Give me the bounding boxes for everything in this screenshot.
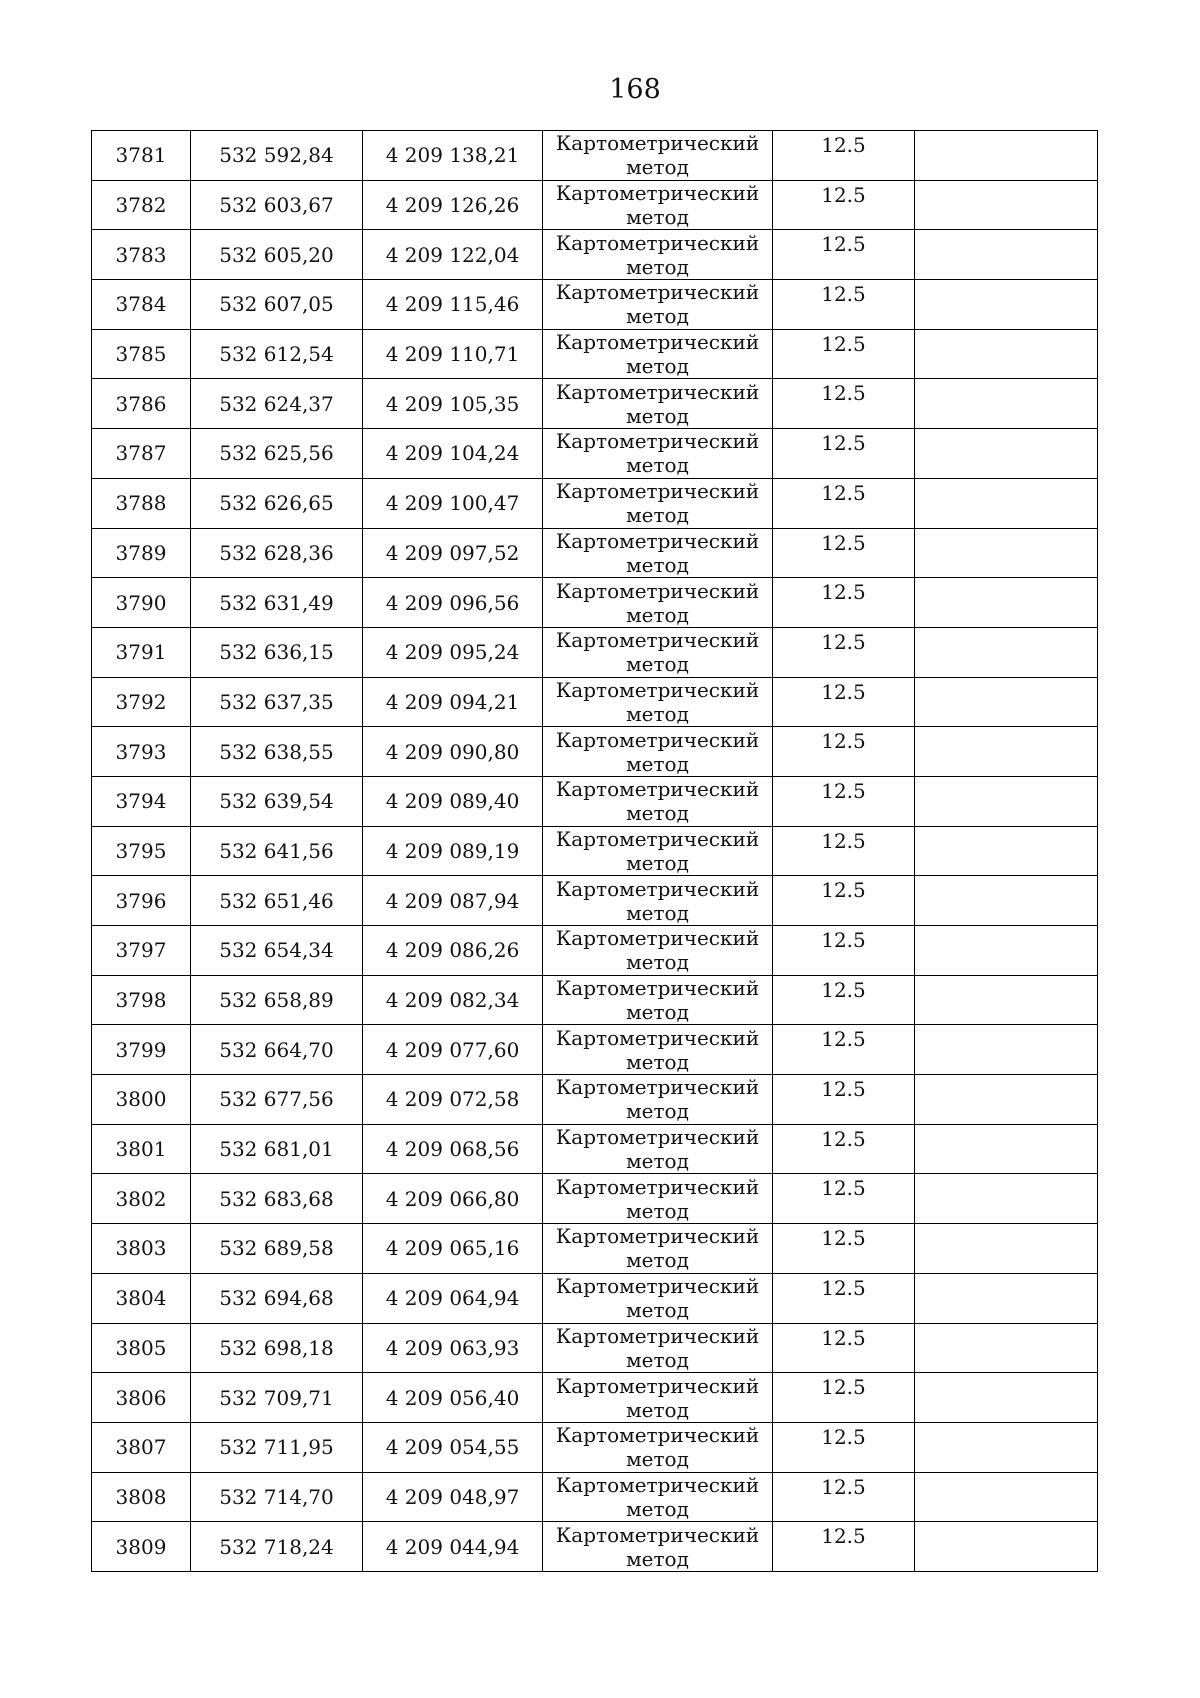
- point-number-cell: 3803: [92, 1224, 191, 1274]
- table-row: [92, 429, 1098, 479]
- point-number-cell: 3806: [92, 1373, 191, 1423]
- x-coordinate-cell: 532 631,49: [191, 578, 363, 628]
- method-cell: [543, 677, 773, 727]
- y-coordinate-cell: 4 209 096,56: [363, 578, 543, 628]
- empty-cell: [915, 1075, 1098, 1125]
- table-row: [92, 131, 1098, 181]
- empty-cell: [915, 876, 1098, 926]
- x-coordinate-cell: 532 677,56: [191, 1075, 363, 1125]
- empty-cell: [915, 578, 1098, 628]
- accuracy-cell: 12.5: [773, 627, 915, 677]
- method-line-2: метод: [626, 1397, 689, 1422]
- method-line-1: Картометрический: [555, 131, 760, 156]
- accuracy-cell: 12.5: [773, 429, 915, 479]
- empty-cell: [915, 677, 1098, 727]
- y-coordinate-cell: 4 209 126,26: [363, 180, 543, 230]
- table-row: [92, 975, 1098, 1025]
- y-coordinate-cell: 4 209 066,80: [363, 1174, 543, 1224]
- empty-cell: [915, 975, 1098, 1025]
- x-coordinate-cell: 532 626,65: [191, 478, 363, 528]
- accuracy-cell: 12.5: [773, 230, 915, 280]
- x-coordinate-cell: 532 592,84: [191, 131, 363, 181]
- y-coordinate-cell: 4 209 100,47: [363, 478, 543, 528]
- method-cell: [543, 578, 773, 628]
- accuracy-cell: 12.5: [773, 776, 915, 826]
- method-cell: [543, 478, 773, 528]
- method-line-1: Картометрический: [555, 677, 760, 702]
- y-coordinate-cell: 4 209 077,60: [363, 1025, 543, 1075]
- method-line-2: метод: [626, 403, 689, 428]
- coordinates-table-body: [92, 131, 1098, 1572]
- x-coordinate-cell: 532 654,34: [191, 926, 363, 976]
- x-coordinate-cell: 532 638,55: [191, 727, 363, 777]
- point-number-cell: 3798: [92, 975, 191, 1025]
- x-coordinate-cell: 532 683,68: [191, 1174, 363, 1224]
- x-coordinate-cell: 532 641,56: [191, 826, 363, 876]
- accuracy-cell: 12.5: [773, 876, 915, 926]
- empty-cell: [915, 180, 1098, 230]
- y-coordinate-cell: 4 209 138,21: [363, 131, 543, 181]
- coordinates-table: [91, 130, 1098, 1572]
- accuracy-cell: 12.5: [773, 926, 915, 976]
- method-line-1: Картометрический: [555, 976, 760, 1001]
- accuracy-cell: 12.5: [773, 1422, 915, 1472]
- point-number-cell: 3808: [92, 1472, 191, 1522]
- method-line-2: метод: [626, 1546, 689, 1571]
- point-number-cell: 3794: [92, 776, 191, 826]
- table-row: [92, 1075, 1098, 1125]
- x-coordinate-cell: 532 624,37: [191, 379, 363, 429]
- method-cell: [543, 329, 773, 379]
- table-row: [92, 1124, 1098, 1174]
- empty-cell: [915, 379, 1098, 429]
- empty-cell: [915, 1174, 1098, 1224]
- method-cell: [543, 1472, 773, 1522]
- accuracy-cell: 12.5: [773, 379, 915, 429]
- empty-cell: [915, 926, 1098, 976]
- method-line-2: метод: [626, 701, 689, 726]
- empty-cell: [915, 429, 1098, 479]
- empty-cell: [915, 1224, 1098, 1274]
- method-line-1: Картометрический: [555, 330, 760, 355]
- method-cell: [543, 1422, 773, 1472]
- accuracy-cell: 12.5: [773, 826, 915, 876]
- point-number-cell: 3795: [92, 826, 191, 876]
- point-number-cell: 3807: [92, 1422, 191, 1472]
- point-number-cell: 3781: [92, 131, 191, 181]
- table-row: [92, 578, 1098, 628]
- x-coordinate-cell: 532 636,15: [191, 627, 363, 677]
- point-number-cell: 3792: [92, 677, 191, 727]
- accuracy-cell: 12.5: [773, 1075, 915, 1125]
- x-coordinate-cell: 532 698,18: [191, 1323, 363, 1373]
- method-line-2: метод: [626, 1049, 689, 1074]
- point-number-cell: 3800: [92, 1075, 191, 1125]
- table-row: [92, 528, 1098, 578]
- x-coordinate-cell: 532 718,24: [191, 1522, 363, 1572]
- y-coordinate-cell: 4 209 087,94: [363, 876, 543, 926]
- y-coordinate-cell: 4 209 115,46: [363, 280, 543, 330]
- accuracy-cell: 12.5: [773, 1025, 915, 1075]
- method-line-1: Картометрический: [555, 1423, 760, 1448]
- accuracy-cell: 12.5: [773, 478, 915, 528]
- y-coordinate-cell: 4 209 094,21: [363, 677, 543, 727]
- empty-cell: [915, 776, 1098, 826]
- accuracy-cell: 12.5: [773, 180, 915, 230]
- method-line-1: Картометрический: [555, 1472, 760, 1497]
- y-coordinate-cell: 4 209 082,34: [363, 975, 543, 1025]
- x-coordinate-cell: 532 709,71: [191, 1373, 363, 1423]
- method-line-2: метод: [626, 900, 689, 925]
- x-coordinate-cell: 532 628,36: [191, 528, 363, 578]
- method-line-1: Картометрический: [555, 578, 760, 603]
- page-number: 168: [609, 74, 661, 105]
- method-cell: [543, 1075, 773, 1125]
- method-line-2: метод: [626, 503, 689, 528]
- method-cell: [543, 379, 773, 429]
- table-row: [92, 379, 1098, 429]
- x-coordinate-cell: 532 664,70: [191, 1025, 363, 1075]
- method-cell: [543, 1522, 773, 1572]
- accuracy-cell: 12.5: [773, 329, 915, 379]
- method-line-1: Картометрический: [555, 1174, 760, 1199]
- accuracy-cell: 12.5: [773, 1373, 915, 1423]
- method-cell: [543, 1224, 773, 1274]
- point-number-cell: 3785: [92, 329, 191, 379]
- method-line-2: метод: [626, 1149, 689, 1174]
- method-line-2: метод: [626, 850, 689, 875]
- empty-cell: [915, 1422, 1098, 1472]
- method-line-2: метод: [626, 1248, 689, 1273]
- x-coordinate-cell: 532 711,95: [191, 1422, 363, 1472]
- x-coordinate-cell: 532 603,67: [191, 180, 363, 230]
- table-row: [92, 677, 1098, 727]
- table-row: [92, 627, 1098, 677]
- table-row: [92, 1373, 1098, 1423]
- y-coordinate-cell: 4 209 064,94: [363, 1273, 543, 1323]
- method-cell: [543, 1174, 773, 1224]
- y-coordinate-cell: 4 209 097,52: [363, 528, 543, 578]
- method-cell: [543, 1273, 773, 1323]
- method-cell: [543, 180, 773, 230]
- empty-cell: [915, 1124, 1098, 1174]
- y-coordinate-cell: 4 209 063,93: [363, 1323, 543, 1373]
- method-line-1: Картометрический: [555, 826, 760, 851]
- method-line-1: Картометрический: [555, 1323, 760, 1348]
- y-coordinate-cell: 4 209 089,40: [363, 776, 543, 826]
- method-cell: [543, 1025, 773, 1075]
- method-line-1: Картометрический: [555, 1125, 760, 1150]
- accuracy-cell: 12.5: [773, 280, 915, 330]
- x-coordinate-cell: 532 639,54: [191, 776, 363, 826]
- table-row: [92, 1522, 1098, 1572]
- table-row: [92, 280, 1098, 330]
- method-line-1: Картометрический: [555, 528, 760, 553]
- method-line-2: метод: [626, 1000, 689, 1025]
- method-line-2: метод: [626, 950, 689, 975]
- method-cell: [543, 280, 773, 330]
- accuracy-cell: 12.5: [773, 1174, 915, 1224]
- empty-cell: [915, 1273, 1098, 1323]
- method-line-2: метод: [626, 552, 689, 577]
- method-cell: [543, 727, 773, 777]
- table-row: [92, 1025, 1098, 1075]
- y-coordinate-cell: 4 209 089,19: [363, 826, 543, 876]
- point-number-cell: 3787: [92, 429, 191, 479]
- method-cell: [543, 1124, 773, 1174]
- method-cell: [543, 926, 773, 976]
- point-number-cell: 3796: [92, 876, 191, 926]
- method-cell: [543, 131, 773, 181]
- method-line-1: Картометрический: [555, 876, 760, 901]
- point-number-cell: 3784: [92, 280, 191, 330]
- method-cell: [543, 776, 773, 826]
- method-line-1: Картометрический: [555, 379, 760, 404]
- point-number-cell: 3790: [92, 578, 191, 628]
- accuracy-cell: 12.5: [773, 1224, 915, 1274]
- y-coordinate-cell: 4 209 048,97: [363, 1472, 543, 1522]
- point-number-cell: 3793: [92, 727, 191, 777]
- method-line-2: метод: [626, 354, 689, 379]
- table-row: [92, 1174, 1098, 1224]
- accuracy-cell: 12.5: [773, 1323, 915, 1373]
- table-row: [92, 1472, 1098, 1522]
- y-coordinate-cell: 4 209 056,40: [363, 1373, 543, 1423]
- table-row: [92, 727, 1098, 777]
- method-line-1: Картометрический: [555, 1522, 760, 1547]
- method-line-1: Картометрический: [555, 280, 760, 305]
- method-line-2: метод: [626, 1447, 689, 1472]
- method-cell: [543, 230, 773, 280]
- point-number-cell: 3802: [92, 1174, 191, 1224]
- method-cell: [543, 826, 773, 876]
- method-line-1: Картометрический: [555, 727, 760, 752]
- method-line-2: метод: [626, 602, 689, 627]
- table-row: [92, 1273, 1098, 1323]
- y-coordinate-cell: 4 209 086,26: [363, 926, 543, 976]
- y-coordinate-cell: 4 209 105,35: [363, 379, 543, 429]
- x-coordinate-cell: 532 612,54: [191, 329, 363, 379]
- method-cell: [543, 1323, 773, 1373]
- x-coordinate-cell: 532 651,46: [191, 876, 363, 926]
- y-coordinate-cell: 4 209 104,24: [363, 429, 543, 479]
- x-coordinate-cell: 532 637,35: [191, 677, 363, 727]
- table-row: [92, 329, 1098, 379]
- empty-cell: [915, 727, 1098, 777]
- y-coordinate-cell: 4 209 122,04: [363, 230, 543, 280]
- point-number-cell: 3801: [92, 1124, 191, 1174]
- y-coordinate-cell: 4 209 065,16: [363, 1224, 543, 1274]
- x-coordinate-cell: 532 605,20: [191, 230, 363, 280]
- empty-cell: [915, 1522, 1098, 1572]
- y-coordinate-cell: 4 209 054,55: [363, 1422, 543, 1472]
- method-line-1: Картометрический: [555, 1025, 760, 1050]
- method-line-2: метод: [626, 155, 689, 180]
- empty-cell: [915, 1373, 1098, 1423]
- empty-cell: [915, 1472, 1098, 1522]
- empty-cell: [915, 826, 1098, 876]
- method-line-1: Картометрический: [555, 429, 760, 454]
- empty-cell: [915, 627, 1098, 677]
- empty-cell: [915, 329, 1098, 379]
- point-number-cell: 3788: [92, 478, 191, 528]
- y-coordinate-cell: 4 209 110,71: [363, 329, 543, 379]
- y-coordinate-cell: 4 209 068,56: [363, 1124, 543, 1174]
- method-line-2: метод: [626, 652, 689, 677]
- table-row: [92, 478, 1098, 528]
- method-line-2: метод: [626, 304, 689, 329]
- method-cell: [543, 429, 773, 479]
- method-line-1: Картометрический: [555, 628, 760, 653]
- accuracy-cell: 12.5: [773, 1472, 915, 1522]
- y-coordinate-cell: 4 209 090,80: [363, 727, 543, 777]
- accuracy-cell: 12.5: [773, 528, 915, 578]
- accuracy-cell: 12.5: [773, 727, 915, 777]
- method-line-1: Картометрический: [555, 1224, 760, 1249]
- method-cell: [543, 528, 773, 578]
- method-cell: [543, 876, 773, 926]
- table-row: [92, 776, 1098, 826]
- table-row: [92, 230, 1098, 280]
- point-number-cell: 3789: [92, 528, 191, 578]
- empty-cell: [915, 1323, 1098, 1373]
- x-coordinate-cell: 532 694,68: [191, 1273, 363, 1323]
- point-number-cell: 3805: [92, 1323, 191, 1373]
- point-number-cell: 3783: [92, 230, 191, 280]
- method-line-2: метод: [626, 254, 689, 279]
- y-coordinate-cell: 4 209 095,24: [363, 627, 543, 677]
- method-line-1: Картометрический: [555, 181, 760, 206]
- x-coordinate-cell: 532 714,70: [191, 1472, 363, 1522]
- accuracy-cell: 12.5: [773, 131, 915, 181]
- point-number-cell: 3804: [92, 1273, 191, 1323]
- point-number-cell: 3809: [92, 1522, 191, 1572]
- method-line-2: метод: [626, 1347, 689, 1372]
- method-line-2: метод: [626, 1496, 689, 1521]
- point-number-cell: 3791: [92, 627, 191, 677]
- x-coordinate-cell: 532 689,58: [191, 1224, 363, 1274]
- method-line-2: метод: [626, 801, 689, 826]
- method-line-1: Картометрический: [555, 479, 760, 504]
- method-line-1: Картометрический: [555, 926, 760, 951]
- x-coordinate-cell: 532 658,89: [191, 975, 363, 1025]
- accuracy-cell: 12.5: [773, 578, 915, 628]
- empty-cell: [915, 1025, 1098, 1075]
- method-cell: [543, 975, 773, 1025]
- table-row: [92, 826, 1098, 876]
- empty-cell: [915, 478, 1098, 528]
- table-row: [92, 1224, 1098, 1274]
- method-line-1: Картометрический: [555, 230, 760, 255]
- method-line-2: метод: [626, 453, 689, 478]
- x-coordinate-cell: 532 681,01: [191, 1124, 363, 1174]
- point-number-cell: 3786: [92, 379, 191, 429]
- empty-cell: [915, 230, 1098, 280]
- method-line-2: метод: [626, 1099, 689, 1124]
- accuracy-cell: 12.5: [773, 1124, 915, 1174]
- table-row: [92, 180, 1098, 230]
- method-line-1: Картометрический: [555, 1075, 760, 1100]
- accuracy-cell: 12.5: [773, 1522, 915, 1572]
- method-cell: [543, 627, 773, 677]
- empty-cell: [915, 528, 1098, 578]
- empty-cell: [915, 280, 1098, 330]
- table-row: [92, 926, 1098, 976]
- accuracy-cell: 12.5: [773, 1273, 915, 1323]
- table-row: [92, 1323, 1098, 1373]
- method-line-2: метод: [626, 1198, 689, 1223]
- point-number-cell: 3799: [92, 1025, 191, 1075]
- method-line-1: Картометрический: [555, 1373, 760, 1398]
- empty-cell: [915, 131, 1098, 181]
- accuracy-cell: 12.5: [773, 677, 915, 727]
- y-coordinate-cell: 4 209 072,58: [363, 1075, 543, 1125]
- table-row: [92, 1422, 1098, 1472]
- x-coordinate-cell: 532 607,05: [191, 280, 363, 330]
- y-coordinate-cell: 4 209 044,94: [363, 1522, 543, 1572]
- point-number-cell: 3782: [92, 180, 191, 230]
- accuracy-cell: 12.5: [773, 975, 915, 1025]
- method-line-2: метод: [626, 205, 689, 230]
- method-line-1: Картометрический: [555, 777, 760, 802]
- method-line-2: метод: [626, 751, 689, 776]
- method-cell: [543, 1373, 773, 1423]
- method-line-1: Картометрический: [555, 1274, 760, 1299]
- point-number-cell: 3797: [92, 926, 191, 976]
- method-line-2: метод: [626, 1298, 689, 1323]
- x-coordinate-cell: 532 625,56: [191, 429, 363, 479]
- table-row: [92, 876, 1098, 926]
